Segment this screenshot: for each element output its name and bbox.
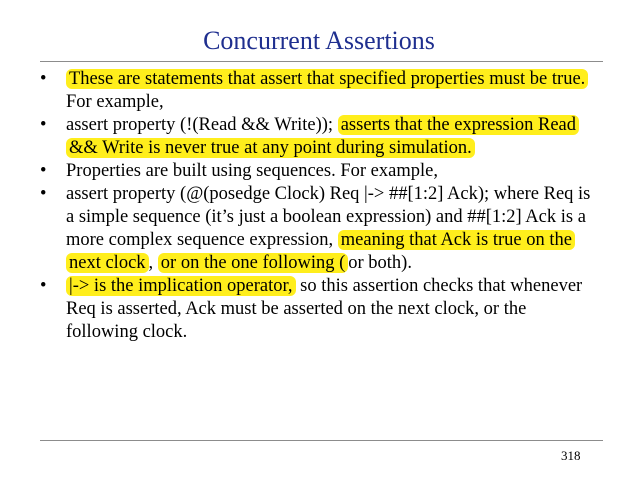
text-segment: , <box>148 253 158 273</box>
bullet-text <box>66 68 600 114</box>
bullet-symbol: • <box>40 69 47 89</box>
bullet-item <box>40 114 600 160</box>
bullet-item <box>40 183 600 275</box>
bullet-text <box>66 183 600 275</box>
footer-divider <box>40 440 603 441</box>
highlighted-text: These are statements that assert that specified properties must be true. <box>66 69 588 89</box>
text-segment: or both). <box>348 253 412 273</box>
page-number: 318 <box>561 448 581 463</box>
highlighted-text: |-> is the implication operator, <box>66 276 296 296</box>
bullet-text <box>66 160 600 183</box>
bullet-text <box>66 114 600 160</box>
highlighted-text: or on the one following ( <box>158 253 348 273</box>
bullet-list <box>40 68 600 344</box>
bullet-item <box>40 160 600 183</box>
bullet-item <box>40 68 600 114</box>
highlighted-text: meaning that Ack is true on the next clock <box>66 230 575 273</box>
text-segment: so this assertion checks that whenever Req is asserted, Ack must be asserted on the next clock, or the following clock. <box>66 276 583 342</box>
highlighted-text: asserts that the expression Read && Write is never true at any point during simulation. <box>66 115 579 158</box>
text-segment: assert property (!(Read && Write)); <box>66 115 338 135</box>
bullet-symbol: • <box>40 276 47 296</box>
text-segment: assert property (@(posedge Clock) Req |-> ##[1:2] Ack); where Req is a simple sequence (it’s just a boolean expression) and ##[1:2] Ack is a more complex sequence expression, <box>66 184 591 250</box>
bullet-symbol: • <box>40 115 47 135</box>
text-segment: Properties are built using sequences. For example, <box>66 161 438 181</box>
bullet-text <box>66 275 600 344</box>
bullet-symbol: • <box>40 161 47 181</box>
bullet-item <box>40 275 600 344</box>
title-divider <box>40 61 603 62</box>
text-segment: For example, <box>66 92 164 112</box>
slide-title: Concurrent Assertions <box>203 26 435 55</box>
bullet-symbol: • <box>40 184 47 204</box>
